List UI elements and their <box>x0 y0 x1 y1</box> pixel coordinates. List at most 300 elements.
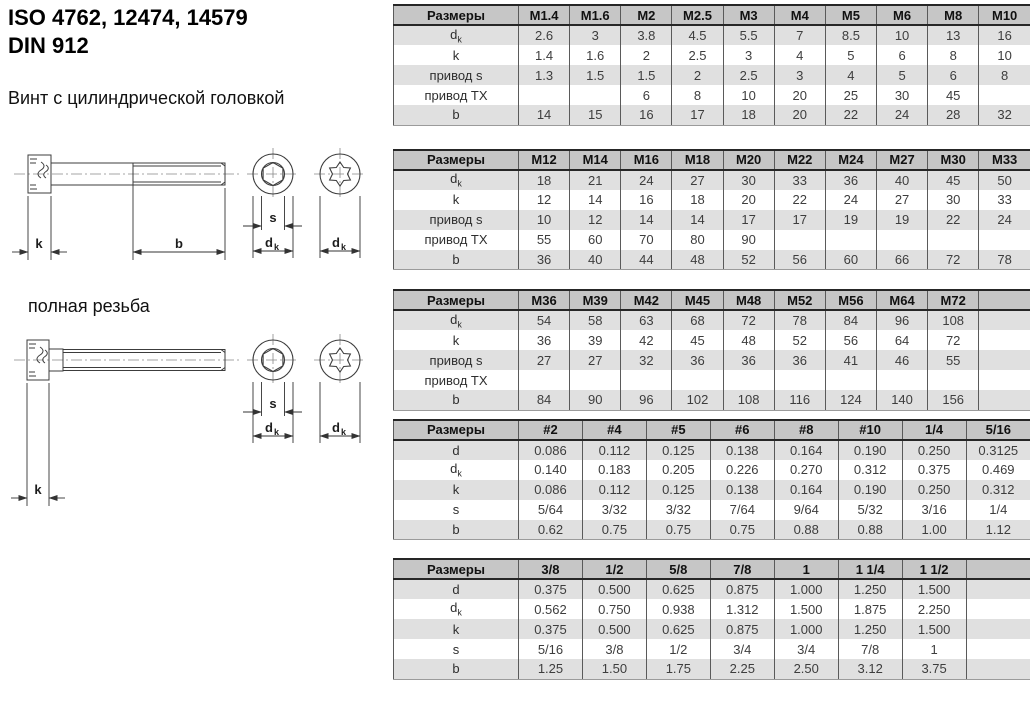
dim-label-k: k <box>35 236 43 251</box>
value-cell: 20 <box>774 105 825 125</box>
tables-column <box>393 4 1034 680</box>
dimension-table-5 <box>393 558 1030 680</box>
size-column-header: M52 <box>774 290 825 310</box>
dim-label-b: b <box>175 236 183 251</box>
value-cell: 70 <box>621 230 672 250</box>
value-cell: 25 <box>825 85 876 105</box>
size-column-header: M30 <box>928 150 979 170</box>
value-cell: 48 <box>723 330 774 350</box>
value-cell: 2.5 <box>723 65 774 85</box>
value-cell: 2.250 <box>902 599 966 619</box>
value-cell <box>928 370 979 390</box>
value-cell: 0.3125 <box>966 440 1030 460</box>
value-cell: 32 <box>621 350 672 370</box>
value-cell: 15 <box>570 105 621 125</box>
value-cell: 0.312 <box>838 460 902 480</box>
value-cell: 0.88 <box>774 520 838 540</box>
value-cell: 1.250 <box>838 579 902 599</box>
value-cell: 13 <box>928 25 979 45</box>
value-cell: 6 <box>928 65 979 85</box>
row-label: k <box>394 190 519 210</box>
standards-title-din: DIN 912 <box>8 33 89 58</box>
value-cell: 2 <box>672 65 723 85</box>
centerlines <box>14 334 366 386</box>
value-cell <box>979 330 1030 350</box>
value-cell: 52 <box>774 330 825 350</box>
value-cell: 45 <box>928 170 979 190</box>
row-label: k <box>394 45 519 65</box>
dim-label-s: s <box>269 210 277 225</box>
value-cell: 80 <box>672 230 723 250</box>
value-cell: 84 <box>825 310 876 330</box>
value-cell: 30 <box>928 190 979 210</box>
value-cell: 24 <box>876 105 927 125</box>
value-cell: 36 <box>519 330 570 350</box>
value-cell: 56 <box>825 330 876 350</box>
value-cell: 24 <box>825 190 876 210</box>
size-column-header: M22 <box>774 150 825 170</box>
value-cell: 1.5 <box>570 65 621 85</box>
value-cell: 3/16 <box>902 500 966 520</box>
value-cell: 0.938 <box>646 599 710 619</box>
value-cell: 2.6 <box>519 25 570 45</box>
value-cell: 3/4 <box>774 639 838 659</box>
product-subtitle: Винт с цилиндрической головкой <box>8 88 285 108</box>
value-cell: 66 <box>876 250 927 270</box>
dimension-row <box>394 45 1031 65</box>
size-column-header: 1/2 <box>582 559 646 579</box>
size-column-header: M39 <box>570 290 621 310</box>
size-column-header: 3/8 <box>519 559 583 579</box>
value-cell <box>774 230 825 250</box>
value-cell <box>979 370 1030 390</box>
size-column-header: M5 <box>825 5 876 25</box>
dimension-row <box>394 250 1031 270</box>
value-cell: 5/64 <box>519 500 583 520</box>
dimension-table-2 <box>393 149 1030 271</box>
value-cell: 2 <box>621 45 672 65</box>
value-cell: 0.75 <box>582 520 646 540</box>
value-cell: 0.086 <box>519 480 583 500</box>
size-column-header: M14 <box>570 150 621 170</box>
row-label: привод TX <box>394 230 519 250</box>
value-cell: 44 <box>621 250 672 270</box>
dimension-row <box>394 105 1031 125</box>
value-cell: 78 <box>774 310 825 330</box>
value-cell: 0.140 <box>519 460 583 480</box>
dim-label-dk-sub: k <box>274 242 280 252</box>
value-cell: 1.000 <box>774 579 838 599</box>
value-cell <box>966 579 1030 599</box>
value-cell <box>979 230 1030 250</box>
value-cell: 48 <box>672 250 723 270</box>
value-cell: 1.500 <box>774 599 838 619</box>
value-cell: 90 <box>723 230 774 250</box>
header-row <box>394 150 1031 170</box>
size-column-header: 1/4 <box>902 420 966 440</box>
value-cell: 0.469 <box>966 460 1030 480</box>
value-cell: 41 <box>825 350 876 370</box>
row-label: привод TX <box>394 85 519 105</box>
size-column-header: #4 <box>582 420 646 440</box>
value-cell <box>979 310 1030 330</box>
value-cell: 17 <box>723 210 774 230</box>
value-cell: 5 <box>876 65 927 85</box>
value-cell: 8.5 <box>825 25 876 45</box>
value-cell <box>570 370 621 390</box>
size-column-header: M6 <box>876 5 927 25</box>
value-cell: 0.190 <box>838 440 902 460</box>
value-cell: 7/8 <box>838 639 902 659</box>
value-cell: 54 <box>519 310 570 330</box>
row-label: s <box>394 639 519 659</box>
value-cell <box>928 230 979 250</box>
size-column-header: M48 <box>723 290 774 310</box>
size-column-header: #2 <box>519 420 583 440</box>
dimension-row <box>394 170 1031 190</box>
value-cell: 0.190 <box>838 480 902 500</box>
row-label: s <box>394 500 519 520</box>
row-label: k <box>394 330 519 350</box>
corner-header: Размеры <box>394 420 519 440</box>
value-cell: 78 <box>979 250 1030 270</box>
size-column-header: 5/16 <box>966 420 1030 440</box>
value-cell: 0.112 <box>582 440 646 460</box>
value-cell: 55 <box>928 350 979 370</box>
value-cell: 1.312 <box>710 599 774 619</box>
size-column-header: M42 <box>621 290 672 310</box>
value-cell: 22 <box>774 190 825 210</box>
dim-label-dk-sub: k <box>341 242 347 252</box>
value-cell: 1.00 <box>902 520 966 540</box>
value-cell: 72 <box>723 310 774 330</box>
value-cell: 42 <box>621 330 672 350</box>
value-cell <box>825 230 876 250</box>
size-column-header: M64 <box>876 290 927 310</box>
size-column-header: M10 <box>979 5 1030 25</box>
value-cell <box>825 370 876 390</box>
value-cell: 1/4 <box>966 500 1030 520</box>
row-label: b <box>394 520 519 540</box>
value-cell: 18 <box>519 170 570 190</box>
value-cell: 63 <box>621 310 672 330</box>
value-cell: 20 <box>723 190 774 210</box>
value-cell: 55 <box>519 230 570 250</box>
value-cell <box>519 370 570 390</box>
dimension-row <box>394 500 1031 520</box>
value-cell: 6 <box>876 45 927 65</box>
dimension-row <box>394 210 1031 230</box>
header-row <box>394 420 1031 440</box>
value-cell: 10 <box>979 45 1030 65</box>
size-column-header: M20 <box>723 150 774 170</box>
value-cell: 96 <box>621 390 672 410</box>
value-cell: 3 <box>570 25 621 45</box>
value-cell: 16 <box>621 190 672 210</box>
value-cell: 4.5 <box>672 25 723 45</box>
corner-header: Размеры <box>394 5 519 25</box>
dimension-row <box>394 65 1031 85</box>
value-cell: 19 <box>876 210 927 230</box>
value-cell: 27 <box>672 170 723 190</box>
value-cell: 60 <box>570 230 621 250</box>
size-column-header: 1 1/2 <box>902 559 966 579</box>
value-cell <box>570 85 621 105</box>
value-cell: 68 <box>672 310 723 330</box>
value-cell: 32 <box>979 105 1030 125</box>
value-cell: 2.25 <box>710 659 774 679</box>
value-cell: 0.138 <box>710 480 774 500</box>
row-label: b <box>394 390 519 410</box>
dimension-lines <box>11 382 360 506</box>
value-cell: 50 <box>979 170 1030 190</box>
size-column-header: M4 <box>774 5 825 25</box>
value-cell: 0.75 <box>710 520 774 540</box>
value-cell: 10 <box>519 210 570 230</box>
size-column-header: #10 <box>838 420 902 440</box>
size-column-header: M36 <box>519 290 570 310</box>
value-cell: 0.138 <box>710 440 774 460</box>
value-cell <box>979 85 1030 105</box>
dim-label-dk: d <box>332 235 340 250</box>
value-cell: 1.75 <box>646 659 710 679</box>
value-cell: 24 <box>979 210 1030 230</box>
size-column-header: M56 <box>825 290 876 310</box>
size-column-header <box>966 559 1030 579</box>
value-cell: 0.750 <box>582 599 646 619</box>
standards-title-iso: ISO 4762, 12474, 14579 <box>8 5 248 30</box>
value-cell: 7/64 <box>710 500 774 520</box>
value-cell: 27 <box>570 350 621 370</box>
value-cell: 10 <box>876 25 927 45</box>
dim-label-dk: d <box>332 420 340 435</box>
value-cell <box>876 370 927 390</box>
value-cell: 58 <box>570 310 621 330</box>
dimension-row <box>394 190 1031 210</box>
value-cell: 12 <box>570 210 621 230</box>
size-column-header: M33 <box>979 150 1030 170</box>
value-cell: 45 <box>672 330 723 350</box>
dim-label-k: k <box>34 482 42 497</box>
value-cell: 1.50 <box>582 659 646 679</box>
value-cell: 40 <box>876 170 927 190</box>
value-cell: 1.6 <box>570 45 621 65</box>
value-cell: 10 <box>723 85 774 105</box>
value-cell: 2.5 <box>672 45 723 65</box>
dim-label-dk: d <box>265 420 273 435</box>
value-cell: 18 <box>672 190 723 210</box>
value-cell <box>723 370 774 390</box>
row-label: $d_k$ <box>394 25 519 45</box>
value-cell: 14 <box>519 105 570 125</box>
value-cell: 72 <box>928 250 979 270</box>
dimension-row <box>394 330 1031 350</box>
value-cell: 108 <box>928 310 979 330</box>
row-label: привод s <box>394 65 519 85</box>
value-cell: 1 <box>902 639 966 659</box>
dimension-row <box>394 25 1031 45</box>
row-label: k <box>394 619 519 639</box>
dimension-row <box>394 480 1031 500</box>
value-cell: 1.500 <box>902 579 966 599</box>
row-label: d <box>394 440 519 460</box>
value-cell: 8 <box>672 85 723 105</box>
value-cell: 0.250 <box>902 480 966 500</box>
value-cell: 1.3 <box>519 65 570 85</box>
row-label: d <box>394 579 519 599</box>
dimension-row <box>394 639 1031 659</box>
value-cell: 0.112 <box>582 480 646 500</box>
standards-title <box>8 4 248 60</box>
value-cell: 0.183 <box>582 460 646 480</box>
size-column-header: M72 <box>928 290 979 310</box>
dimension-row <box>394 230 1031 250</box>
dimension-row <box>394 619 1031 639</box>
value-cell: 0.562 <box>519 599 583 619</box>
value-cell: 21 <box>570 170 621 190</box>
value-cell: 17 <box>774 210 825 230</box>
value-cell: 108 <box>723 390 774 410</box>
size-column-header: 7/8 <box>710 559 774 579</box>
value-cell: 0.500 <box>582 579 646 599</box>
size-column-header: M16 <box>621 150 672 170</box>
size-column-header: M12 <box>519 150 570 170</box>
value-cell: 3/32 <box>582 500 646 520</box>
value-cell: 1.12 <box>966 520 1030 540</box>
value-cell: 36 <box>774 350 825 370</box>
dimension-lines <box>12 185 360 260</box>
value-cell: 17 <box>672 105 723 125</box>
value-cell: 1.500 <box>902 619 966 639</box>
value-cell: 36 <box>672 350 723 370</box>
row-label: привод s <box>394 350 519 370</box>
value-cell: 2.50 <box>774 659 838 679</box>
value-cell: 0.270 <box>774 460 838 480</box>
value-cell: 12 <box>519 190 570 210</box>
value-cell: 1.000 <box>774 619 838 639</box>
size-column-header: #8 <box>774 420 838 440</box>
value-cell: 0.086 <box>519 440 583 460</box>
value-cell: 14 <box>672 210 723 230</box>
dimension-table-3 <box>393 289 1030 411</box>
dimension-row <box>394 350 1031 370</box>
value-cell: 3 <box>723 45 774 65</box>
row-label: привод TX <box>394 370 519 390</box>
size-column-header: M1.6 <box>570 5 621 25</box>
value-cell: 140 <box>876 390 927 410</box>
value-cell: 0.75 <box>646 520 710 540</box>
value-cell <box>966 619 1030 639</box>
size-column-header: M18 <box>672 150 723 170</box>
size-column-header: M8 <box>928 5 979 25</box>
size-column-header: M45 <box>672 290 723 310</box>
value-cell: 0.875 <box>710 579 774 599</box>
dimension-row <box>394 659 1031 679</box>
value-cell: 3.75 <box>902 659 966 679</box>
value-cell: 124 <box>825 390 876 410</box>
dimension-row <box>394 520 1031 540</box>
screw-partial-thread-drawing <box>0 138 390 288</box>
value-cell: 33 <box>979 190 1030 210</box>
dimension-row <box>394 440 1031 460</box>
value-cell: 36 <box>825 170 876 190</box>
centerlines <box>14 148 366 200</box>
dimension-row <box>394 85 1031 105</box>
value-cell: 90 <box>570 390 621 410</box>
value-cell: 5/16 <box>519 639 583 659</box>
header-row <box>394 559 1031 579</box>
value-cell: 0.375 <box>519 579 583 599</box>
value-cell: 33 <box>774 170 825 190</box>
value-cell: 5 <box>825 45 876 65</box>
screw-full-thread-drawing <box>0 328 390 513</box>
value-cell: 0.875 <box>710 619 774 639</box>
header-row <box>394 5 1031 25</box>
dimension-row <box>394 390 1031 410</box>
value-cell: 0.125 <box>646 440 710 460</box>
value-cell: 36 <box>519 250 570 270</box>
value-cell: 24 <box>621 170 672 190</box>
value-cell: 45 <box>928 85 979 105</box>
value-cell <box>966 599 1030 619</box>
value-cell: 0.125 <box>646 480 710 500</box>
value-cell: 72 <box>928 330 979 350</box>
value-cell: 3 <box>774 65 825 85</box>
value-cell: 116 <box>774 390 825 410</box>
value-cell: 0.312 <box>966 480 1030 500</box>
value-cell: 0.62 <box>519 520 583 540</box>
value-cell: 46 <box>876 350 927 370</box>
value-cell: 9/64 <box>774 500 838 520</box>
dim-label-dk: d <box>265 235 273 250</box>
row-label: $d_k$ <box>394 599 519 619</box>
value-cell: 3/32 <box>646 500 710 520</box>
value-cell <box>519 85 570 105</box>
row-label: $d_k$ <box>394 170 519 190</box>
value-cell: 19 <box>825 210 876 230</box>
value-cell: 18 <box>723 105 774 125</box>
value-cell: 1.4 <box>519 45 570 65</box>
value-cell: 14 <box>621 210 672 230</box>
value-cell: 84 <box>519 390 570 410</box>
size-column-header: M27 <box>876 150 927 170</box>
value-cell: 0.164 <box>774 480 838 500</box>
dimension-row <box>394 579 1031 599</box>
value-cell: 0.375 <box>519 619 583 639</box>
value-cell: 22 <box>825 105 876 125</box>
value-cell: 22 <box>928 210 979 230</box>
value-cell <box>876 230 927 250</box>
row-label: b <box>394 250 519 270</box>
value-cell <box>979 390 1030 410</box>
value-cell: 3/4 <box>710 639 774 659</box>
row-label: k <box>394 480 519 500</box>
value-cell <box>672 370 723 390</box>
value-cell: 16 <box>979 25 1030 45</box>
value-cell: 0.88 <box>838 520 902 540</box>
size-column-header: M3 <box>723 5 774 25</box>
value-cell: 156 <box>928 390 979 410</box>
row-label: b <box>394 659 519 679</box>
value-cell: 0.226 <box>710 460 774 480</box>
value-cell <box>979 350 1030 370</box>
value-cell: 60 <box>825 250 876 270</box>
dimension-row <box>394 310 1031 330</box>
value-cell: 64 <box>876 330 927 350</box>
value-cell: 0.205 <box>646 460 710 480</box>
value-cell: 3/8 <box>582 639 646 659</box>
value-cell: 3.12 <box>838 659 902 679</box>
